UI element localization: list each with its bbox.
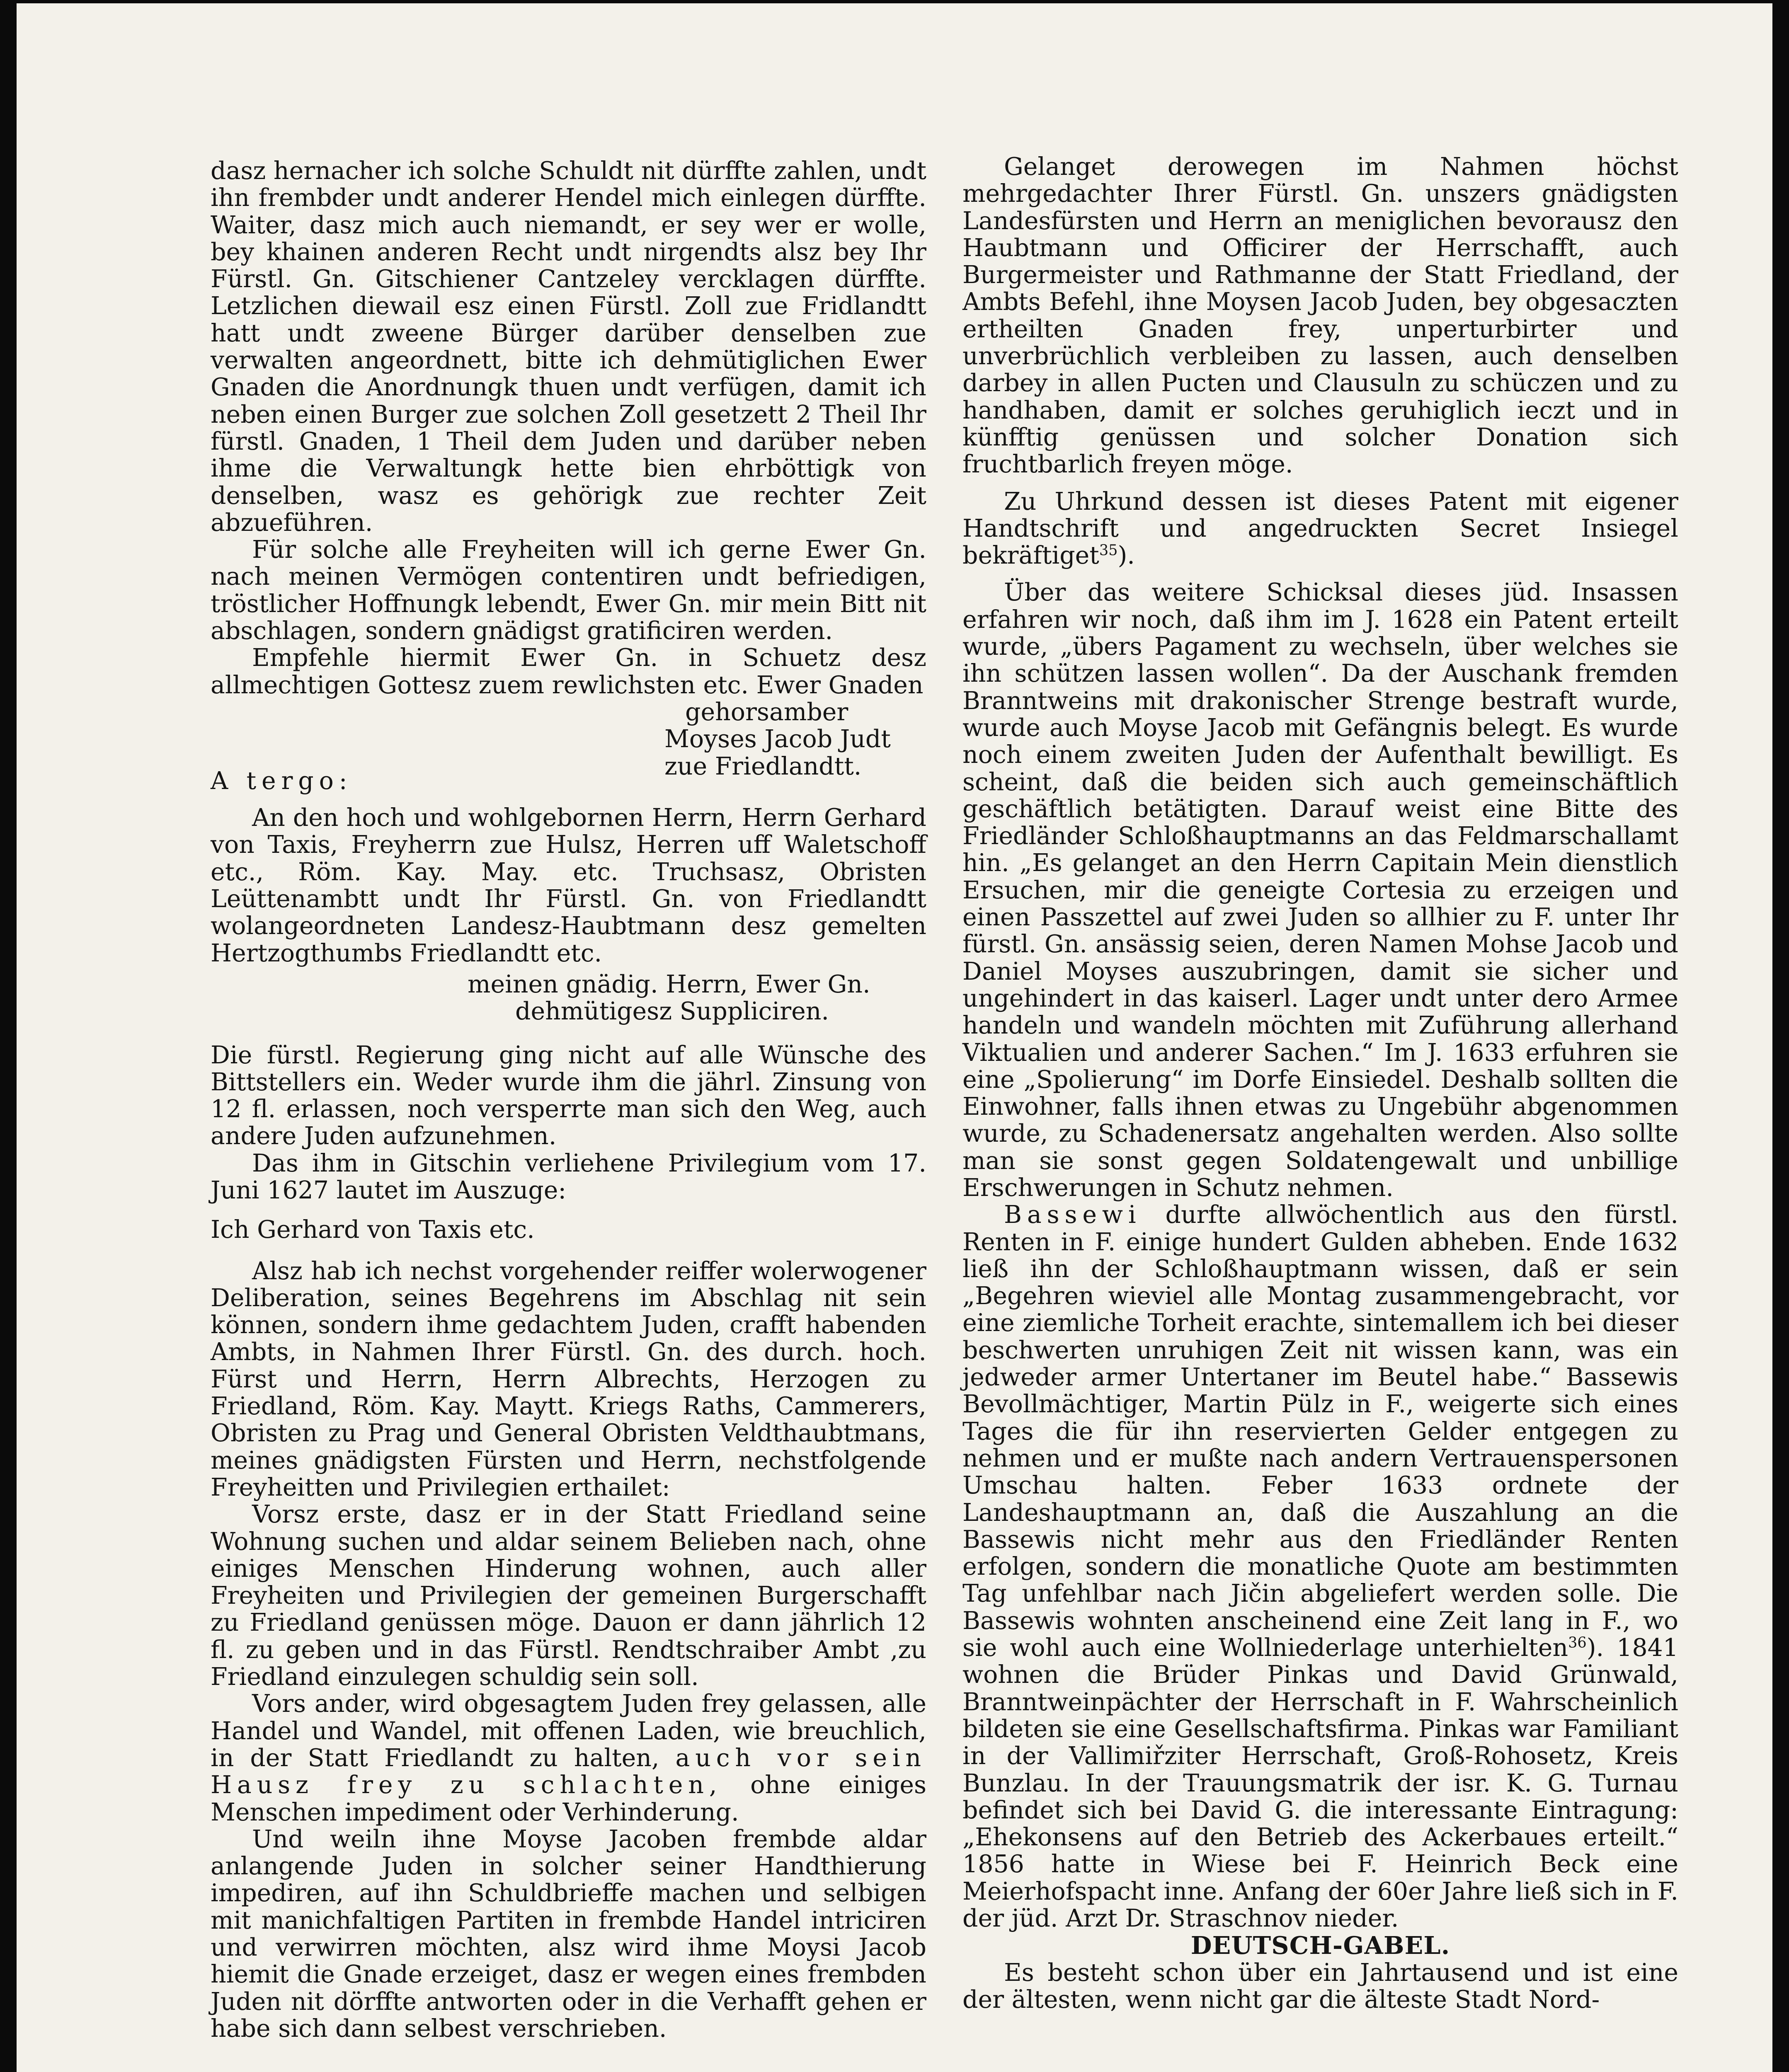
text-run: ohne einiges Menschen impediment oder Verhinderung. [211,1771,926,1826]
signature-line: dehmütigesz Suppliciren. [515,997,829,1026]
signature-line: gehorsamber [685,697,848,726]
paragraph [211,1690,926,1825]
section-heading: DEUTSCH-GABEL. [1190,1931,1450,1960]
signature-line: zue Friedlandtt. [664,752,862,780]
paragraph: Es besteht schon über ein Jahrtausend und ist eine der ältesten, wenn nicht gar die älteste Stadt Nord- [962,1958,1678,2014]
paragraph: Über das weitere Schicksal dieses jüd. Insassen erfahren wir noch, daß ihm im J. 1628 ein Patent erteilt wurde, „übers Pagament zu wechseln, über welches sie ihn schützen lassen wollen“. Da der Auschank fremden Branntweins mit drakonischer Strenge bestraft wurde, wurde auch Moyse Jacob mit Gefängnis belegt. Es wurde noch einem zweiten Juden der Aufenthalt bewilligt. Es scheint, daß die beiden sich auch gemeinschäftlich geschäftlich betätigten. Darauf weist eine Bitte des Friedländer Schloßhauptmanns an das Feldmarschallamt hin. „Es gelanget an den Herrn Capitain Mein dienstlich Ersuchen, mir die geneigte Cortesia zu erzeigen und einen Passzettel auf zwei Juden so allhier zu F. unter Ihr fürstl. Gn. ansässig seien, deren Namen Mohse Jacob und Daniel Moyses auszubringen, damit sie sicher und ungehindert in das kaiserl. Lager undt unter dero Armee handeln und wandeln möchten mit Zuführung allerhand Viktualien und anderer Sachen.“ Im J. 1633 erfuhren sie eine „Spolierung“ im Dorfe Einsiedel. Deshalb sollten die Einwohner, falls ihnen etwas zu Ungebühr abgenommen wurde, zu Schadenersatz angehalten werden. Also sollte man sie sonst gegen Soldatengewalt und unbillige Erschwerungen in Schutz nehmen. [962,578,1678,1202]
paragraph: Ich Gerhard von Taxis etc. [211,1215,535,1244]
text-run: durfte allwöchentlich aus den fürstl. Renten in F. einige hundert Gulden abheben. Ende 1632 ließ ihn der Schloßhauptmann wissen, daß er sein „Begehren wieviel alle Montag zusammengebracht, vor eine ziemliche Torheit erachte, sintemallem ich bei dieser beschwerten unruhigen Zeit nit wissen kann, was ein jedweder armer Untertaner im Beutel habe.“ Bassewis Bevollmächtiger, Martin Pülz in F., weigerte sich eines Tages die für ihn reservierten Gelder entgegen zu nehmen und er mußte nach andern Vertrauenspersonen Umschau halten. Feber 1633 ordnete der Landeshauptmann an, daß die Auszahlung an die Bassewis nicht mehr aus den Friedländer Renten erfolgen, sondern die monatliche Quote am bestimmten Tag unfehlbar nach Jičin abgeliefert werden solle. Die Bassewis wohnten anscheinend eine Zeit lang in F., wo sie wohl auch eine Wollniederlage unterhielten [962,1201,1678,1662]
signature-line: Moyses Jacob Judt [664,725,891,753]
paragraph: Für solche alle Freyheiten will ich gerne Ewer Gn. nach meinen Vermögen contentiren undt befriedigen, tröstlicher Hoffnungk lebendt, Ewer Gn. mir mein Bitt nit abschlagen, sondern gnädigst gratificiren werden. [211,535,926,645]
left-column [211,157,926,2042]
footnote-ref: 36 [1568,1634,1587,1651]
paragraph: Alsz hab ich nechst vorgehender reiffer wolerwogener Deliberation, seines Begehrens im Abschlag nit sein können, sondern ihme gedachtem Juden, crafft habenden Ambts, in Nahmen Ihrer Fürstl. Gn. des durch. hoch. Fürst und Herrn, Herrn Albrechts, Herzogen zu Friedland, Röm. Kay. Maytt. Kriegs Raths, Cammerers, Obristen zu Prag und General Obristen Veldthaubtmans, meines gnädigsten Fürsten und Herrn, nechstfolgende Freyheitten und Privilegien erthailet: [211,1256,926,1501]
signature-line: meinen gnädig. Herrn, Ewer Gn. [468,970,870,998]
paragraph: Die fürstl. Regierung ging nicht auf alle Wünsche des Bittstellers ein. Weder wurde ihm die jährl. Zinsung von 12 fl. erlassen, noch versperrte man sich den Weg, auch andere Juden aufzunehmen. [211,1041,926,1150]
a-tergo-label: A tergo: [211,766,353,795]
footnote-ref: 35 [1099,542,1118,559]
right-column [962,153,1678,2013]
paragraph [962,488,1678,569]
paragraph: Das ihm in Gitschin verliehene Privilegium vom 17. Juni 1627 lautet im Auszuge: [211,1149,926,1204]
paragraph: Vorsz erste, dasz er in der Statt Friedland seine Wohnung suchen und aldar seinem Belieben nach, ohne einiges Menschen Hinderung wohnen, auch aller Freyheiten und Privilegien der gemeinen Burgerschafft zu Friedland genüssen möge. Dauon er dann jährlich 12 fl. zu geben und in das Fürstl. Rendtschraiber Ambt ,zu Friedland einzulegen schuldig sein soll. [211,1500,926,1691]
paragraph: Und weiln ihne Moyse Jacoben frembde aldar anlangende Juden in solcher seiner Handthierung impediren, auf ihn Schuldbrieffe machen und selbigen mit manichfaltigen Partiten in frembde Handel intriciren und verwirren möchten, alsz wird ihme Moysi Jacob hiemit die Gnade erzeiget, dasz er wegen eines frembden Juden nit dörffte antworten oder in die Verhafft gehen er habe sich dann selbest verschrieben. [211,1825,926,2043]
paragraph: An den hoch und wohlgebornen Herrn, Herrn Gerhard von Taxis, Freyherrn zue Hulsz, Herren uff Waletschoff etc., Röm. Kay. May. etc. Truchsasz, Obristen Leüttenambtt undt Ihr Fürstl. Gn. von Friedlandtt wolangeordneten Landesz-Haubtmann desz gemelten Hertzogthumbs Friedlandtt etc. [211,804,926,967]
paragraph: Empfehle hiermit Ewer Gn. in Schuetz desz allmechtigen Gottesz zuem rewlichsten etc. Ewer Gnaden [211,644,926,699]
text-run: ). 1841 wohnen die Brüder Pinkas und David Grünwald, Branntweinpächter der Herrschaft in F. Wahrscheinlich bildeten sie eine Gesellschaftsfirma. Pinkas war Familiant in der Vallimiřziter Herrschaft, Groß-Rohosetz, Kreis Bunzlau. In der Trauungsmatrik der isr. K. G. Turnau befindet sich bei David G. die interessante Eintragung: „Ehekonsens auf den Betrieb des Ackerbaues erteilt.“ 1856 hatte in Wiese bei F. Heinrich Beck eine Meierhofspacht inne. Anfang der 60er Jahre ließ sich in F. der jüd. Arzt Dr. Straschnov nieder. [962,1634,1678,1932]
paragraph [962,1201,1678,1932]
text-run: Vors ander, wird obgesagtem Juden frey gelassen, alle Handel und Wandel, mit offenen Laden, wie breuchlich, in der Statt Friedlandt zu halten, [211,1690,926,1772]
paragraph: Gelanget derowegen im Nahmen höchst mehrgedachter Ihrer Fürstl. Gn. unszers gnädigsten Landesfürsten und Herrn an meniglichen bevorausz den Haubtmann und Officirer der Herrschafft, auch Burgermeister und Rathmanne der Statt Friedland, der Ambts Befehl, ihne Moysen Jacob Juden, bey obgesaczten ertheilten Gnaden frey, unperturbirter und unverbrüchlich verbleiben zu lassen, auch denselben darbey in allen Pucten und Clausuln zu schüczen und zu handhaben, damit er solches geruhiglich ieczt und in künfftig genüssen und solcher Donation sich fruchtbarlich freyen möge. [962,152,1678,479]
document-page [17,3,1772,2072]
spaced-name: Bassewi [1004,1201,1142,1229]
text-run: ). [1118,541,1135,570]
text-run: Zu Uhrkund dessen ist dieses Patent mit eigener Handtschrift und angedruckten Secret Insiegel bekräftiget [962,487,1678,570]
paragraph: dasz hernacher ich solche Schuldt nit dürffte zahlen, undt ihn frembder undt anderer Hendel mich einlegen dürffte. Waiter, dasz mich auch niemandt, er sey wer er wolle, bey khainen anderen Recht undt nirgendts alsz bey Ihr Fürstl. Gn. Gitschiener Cantzeley vercklagen dürffte. Letzlichen diewail esz einen Fürstl. Zoll zue Fridlandtt hatt undt zweene Bürger darüber denselben zue verwalten angeordnett, bitte ich dehmütiglichen Ewer Gnaden die Anordnungk thuen undt verfügen, damit ich neben einen Burger zue solchen Zoll gesetzett 2 Theil Ihr fürstl. Gnaden, 1 Theil dem Juden und darüber neben ihme die Verwaltungk hette bien ehrböttigk von denselben, wasz es gehörigk zue rechter Zeit abzueführen. [211,157,926,537]
spaced-text: auch vor sein Hausz frey zu schlachten, [211,1743,926,1799]
